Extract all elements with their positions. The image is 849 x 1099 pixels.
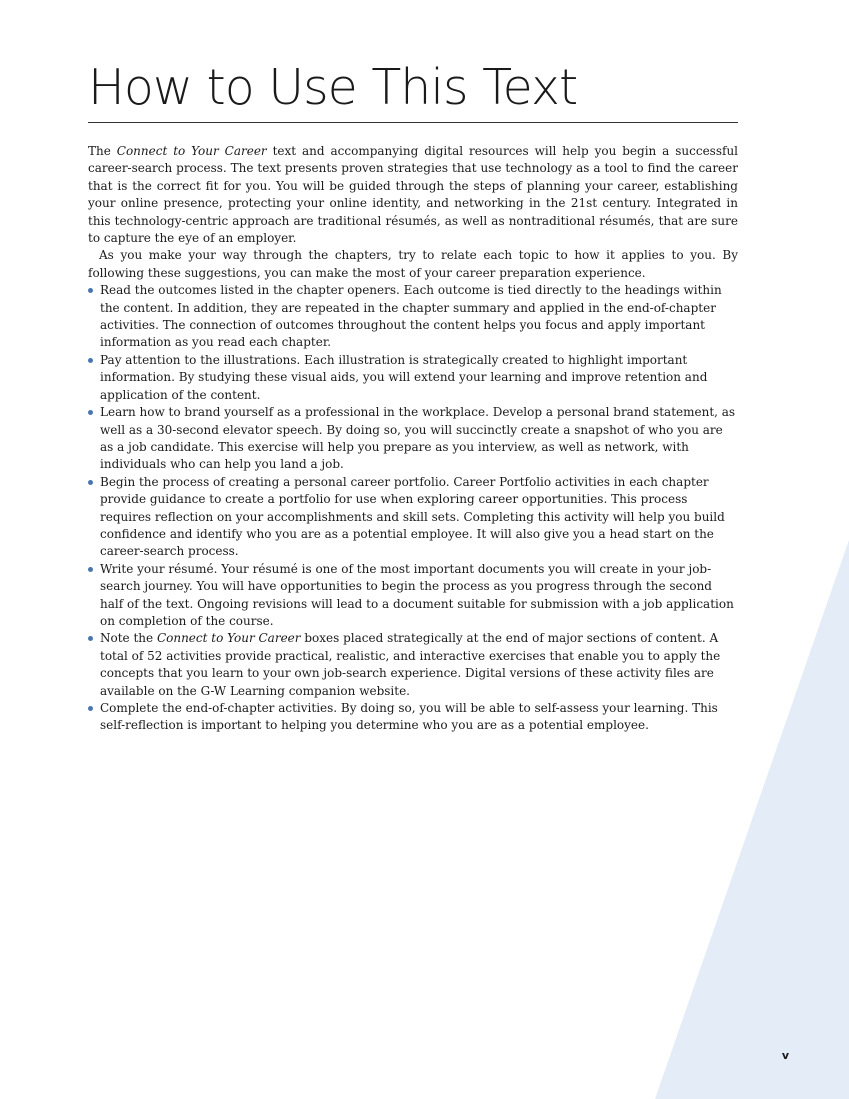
suggestions-paragraph: As you make your way through the chapters, try to relate each topic to how it applies to you. By following these suggestions, you can make the most of your career preparation experience.: [88, 248, 738, 280]
intro-text-rest: text and accompanying digital resources will help you begin a successful career-search process. The text presents proven strategies that use technology as a tool to find the career that is the correct fit for you. You will be guided through the steps of planning your career, establishing your online presence, protecting your online identity, and networking in the 21st century. Integrated in this technology-centric approach are traditional résumés, as well as nontraditional résumés, that are sure to capture the eye of an employer.: [88, 144, 739, 246]
list-item: [88, 352, 738, 404]
list-item: [88, 561, 738, 631]
list-item: [88, 282, 738, 352]
page-title: How to Use This Text: [88, 59, 578, 116]
list-item-text-start: Note the: [100, 631, 157, 646]
list-item: [88, 474, 738, 561]
list-item-text: Write your résumé. Your résumé is one of the most important documents you will create in your job-search journey. You will have opportunities to begin the process as you progress through the second half of the text. Ongoing revisions will lead to a document suitable for submission with a job application on completion of the course.: [100, 561, 734, 628]
list-item-text: Begin the process of creating a personal career portfolio. Career Portfolio activities in each chapter provide guidance to create a portfolio for use when exploring career opportunities. This process requires reflection on your accomplishments and skill sets. Completing this activity will help you build confidence and identify who you are as a potential employee. It will also give you a head start on the career-search process.: [100, 474, 725, 559]
page-number: v: [781, 1049, 789, 1062]
list-item: [88, 630, 738, 700]
suggestion-list: [88, 282, 738, 735]
list-item-text: Complete the end-of-chapter activities. By doing so, you will be able to self-assess your learning. This self-reflection is important to helping you determine who you are as a potential employee.: [100, 701, 718, 733]
book-title-italic: Connect to Your Career: [116, 144, 267, 158]
list-item-text: Read the outcomes listed in the chapter openers. Each outcome is tied directly to the headings within the content. In addition, they are repeated in the chapter summary and applied in the end-of-chapter activities. The connection of outcomes throughout the content helps you focus and apply important information as you read each chapter.: [100, 283, 722, 350]
list-item-text-rest: boxes placed strategically at the end of major sections of content. A total of 52 activities provide practical, realistic, and interactive exercises that enable you to apply the concepts that you learn to your own job-search experience. Digital versions of these activity files are available on the G-W Learning companion website.: [100, 631, 721, 698]
list-item-text: Learn how to brand yourself as a professional in the workplace. Develop a personal brand statement, as well as a 30-second elevator speech. By doing so, you will succinctly create a snapshot of who you are as a job candidate. This exercise will help you prepare as you interview, as well as network, with individuals who can help you land a job.: [100, 405, 736, 472]
bullet-icon: [88, 288, 93, 293]
intro-paragraph: [88, 143, 738, 247]
title-divider: [88, 122, 738, 123]
list-item: [88, 700, 738, 735]
book-title-italic: Connect to Your Career: [156, 631, 301, 646]
list-item-text: Pay attention to the illustrations. Each illustration is strategically created to highlight important information. By studying these visual aids, you will extend your learning and improve retention and application of the content.: [100, 352, 708, 402]
bullet-icon: [88, 706, 93, 711]
intro-text-start: The: [88, 144, 117, 158]
list-item: [88, 404, 738, 474]
bullet-icon: [88, 358, 93, 363]
bullet-icon: [88, 410, 93, 415]
body-content: [88, 143, 738, 735]
bullet-icon: [88, 567, 93, 572]
bullet-icon: [88, 480, 93, 485]
bullet-icon: [88, 636, 93, 641]
